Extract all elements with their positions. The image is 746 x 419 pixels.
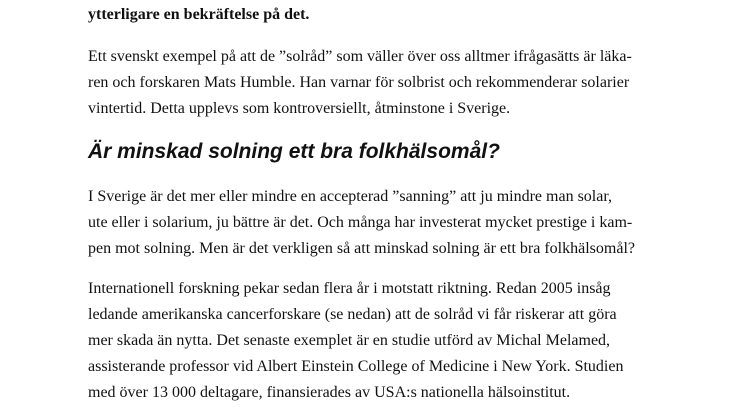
paragraph-mats-humble: [88, 44, 668, 122]
text-line: Internationell forskning pekar sedan flera år i motstatt riktning. Redan 2005 insåg: [88, 280, 611, 297]
text-line: ute eller i solarium, ju bättre är det. Och många har investerat mycket prestige i kam-: [88, 214, 633, 231]
text-line: pen mot solning. Men är det verkligen så att minskad solning är ett bra folkhälsomål?: [88, 240, 635, 257]
text-line: med över 13 000 deltagare, finansierades av USA:s nationella hälsoinstitut.: [88, 384, 571, 401]
text-line: ren och forskaren Mats Humble. Han varnar för solbrist och rekommenderar solarier: [88, 74, 630, 91]
paragraph-internationell-forskning: [88, 276, 668, 406]
text-line: ytterligare en bekräftelse på det.: [88, 6, 310, 23]
paragraph-sverige: [88, 184, 668, 262]
text-line: ledande amerikanska cancerforskare (se nedan) att de solråd vi får riskerar att göra: [88, 306, 617, 323]
text-line: assisterande professor vid Albert Einstein College of Medicine i New York. Studien: [88, 358, 624, 375]
text-line: I Sverige är det mer eller mindre en accepterad ”sanning” att ju mindre man solar,: [88, 188, 613, 205]
section-heading: Är minskad solning ett bra folkhälsomål?: [88, 140, 500, 163]
text-line: mer skada än nytta. Det senaste exemplet är en studie utförd av Michal Melamed,: [88, 332, 611, 349]
lead-bold-text: [88, 2, 668, 28]
text-line: Ett svenskt exempel på att de ”solråd” som väller över oss alltmer ifrågasätts är läka-: [88, 48, 632, 65]
text-line: vintertid. Detta upplevs som kontroversiellt, åtminstone i Sverige.: [88, 100, 511, 117]
